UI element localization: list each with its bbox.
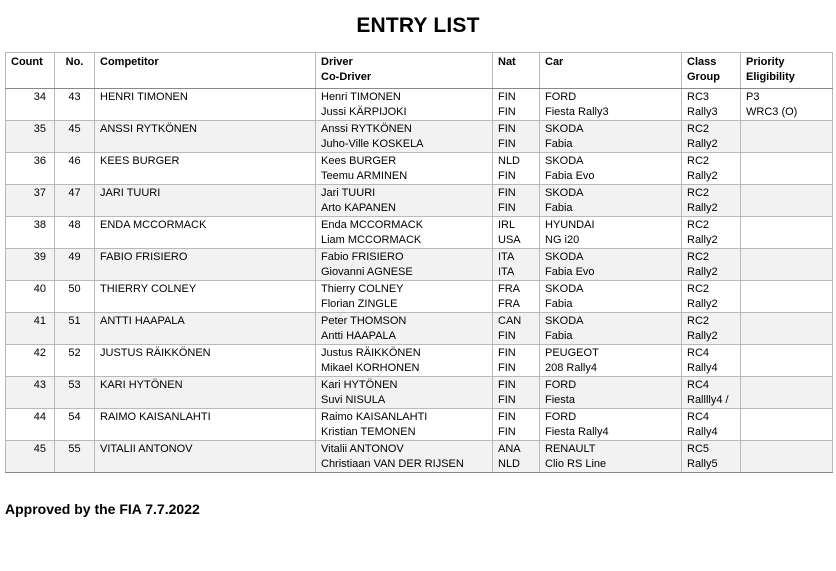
- count-cell: [6, 217, 55, 249]
- eligibility-value: WRC3 (O): [746, 105, 798, 118]
- crew-cell: [316, 313, 493, 345]
- driver-name: Henri TIMONEN: [321, 91, 401, 103]
- count-value: 37: [33, 187, 46, 199]
- car-number: 51: [68, 315, 81, 327]
- car-number-cell: [55, 345, 95, 377]
- table-row: [6, 345, 833, 377]
- driver-nationality: FIN: [498, 379, 516, 391]
- codriver-nationality: NLD: [498, 457, 521, 470]
- driver-name: Vitalii ANTONOV: [321, 443, 404, 455]
- car-model: Fabia Evo: [545, 169, 595, 182]
- car-number: 46: [68, 155, 81, 167]
- codriver-nationality: FIN: [498, 393, 516, 406]
- car-number-cell: [55, 441, 95, 473]
- class-group-cell: [682, 409, 741, 441]
- nationality-cell: [493, 281, 540, 313]
- competitor-name: KARI HYTÖNEN: [100, 379, 183, 391]
- car-group: Rally2: [687, 201, 718, 214]
- codriver-nationality: FIN: [498, 137, 516, 150]
- count-cell: [6, 441, 55, 473]
- car-number-cell: [55, 409, 95, 441]
- car-make: HYUNDAI: [545, 219, 595, 231]
- competitor-name: VITALII ANTONOV: [100, 443, 193, 455]
- count-cell: [6, 313, 55, 345]
- header-count: Count: [6, 53, 55, 89]
- car-number-cell: [55, 377, 95, 409]
- driver-nationality: NLD: [498, 155, 521, 167]
- car-class: RC4: [687, 347, 710, 359]
- competitor-name: THIERRY COLNEY: [100, 283, 197, 295]
- car-make: RENAULT: [545, 443, 596, 455]
- count-value: 39: [33, 251, 46, 263]
- count-cell: [6, 153, 55, 185]
- car-number-cell: [55, 185, 95, 217]
- car-number-cell: [55, 153, 95, 185]
- car-cell: [540, 345, 682, 377]
- car-model: Fiesta Rally4: [545, 425, 609, 438]
- crew-cell: [316, 281, 493, 313]
- driver-nationality: FIN: [498, 91, 516, 103]
- nationality-cell: [493, 89, 540, 121]
- driver-name: Peter THOMSON: [321, 315, 407, 327]
- car-model: 208 Rally4: [545, 361, 597, 374]
- car-model: Fabia: [545, 297, 573, 310]
- table-row: [6, 121, 833, 153]
- car-number: 55: [68, 443, 81, 455]
- driver-nationality: ITA: [498, 251, 515, 263]
- crew-cell: [316, 217, 493, 249]
- driver-nationality: FIN: [498, 411, 516, 423]
- car-number-cell: [55, 313, 95, 345]
- car-cell: [540, 313, 682, 345]
- car-make: FORD: [545, 411, 577, 423]
- codriver-nationality: USA: [498, 233, 521, 246]
- priority-cell: [741, 345, 833, 377]
- car-cell: [540, 377, 682, 409]
- car-number: 53: [68, 379, 81, 391]
- codriver-nationality: FIN: [498, 329, 516, 342]
- header-no: No.: [55, 53, 95, 89]
- class-group-cell: [682, 313, 741, 345]
- header-priority-eligibility: [741, 53, 833, 89]
- header-competitor: Competitor: [95, 53, 316, 89]
- competitor-name: JARI TUURI: [100, 187, 161, 199]
- car-number: 52: [68, 347, 81, 359]
- codriver-name: Suvi NISULA: [321, 393, 386, 406]
- car-cell: [540, 217, 682, 249]
- car-group: Rally2: [687, 169, 718, 182]
- count-value: 42: [33, 347, 46, 359]
- car-class: RC2: [687, 251, 710, 263]
- car-cell: [540, 153, 682, 185]
- car-make: FORD: [545, 91, 577, 103]
- codriver-name: Teemu ARMINEN: [321, 169, 408, 182]
- nationality-cell: [493, 153, 540, 185]
- count-cell: [6, 281, 55, 313]
- competitor-cell: [95, 409, 316, 441]
- class-group-cell: [682, 185, 741, 217]
- nationality-cell: [493, 441, 540, 473]
- nationality-cell: [493, 249, 540, 281]
- driver-nationality: FIN: [498, 187, 516, 199]
- car-model: Fabia: [545, 137, 573, 150]
- table-header-row: [6, 53, 833, 89]
- nationality-cell: [493, 185, 540, 217]
- car-model: Fabia: [545, 329, 573, 342]
- table-row: [6, 89, 833, 121]
- header-nat: Nat: [493, 53, 540, 89]
- car-cell: [540, 281, 682, 313]
- competitor-cell: [95, 185, 316, 217]
- car-number: 50: [68, 283, 81, 295]
- priority-cell: [741, 217, 833, 249]
- car-group: Rally2: [687, 329, 718, 342]
- competitor-name: HENRI TIMONEN: [100, 91, 188, 103]
- car-make: SKODA: [545, 155, 584, 167]
- car-number-cell: [55, 249, 95, 281]
- crew-cell: [316, 409, 493, 441]
- car-class: RC2: [687, 187, 710, 199]
- header-codriver: Co-Driver: [321, 70, 372, 83]
- class-group-cell: [682, 89, 741, 121]
- car-model: Fabia Evo: [545, 265, 595, 278]
- nationality-cell: [493, 377, 540, 409]
- count-value: 43: [33, 379, 46, 391]
- count-value: 34: [33, 91, 46, 103]
- count-value: 40: [33, 283, 46, 295]
- count-cell: [6, 185, 55, 217]
- car-cell: [540, 249, 682, 281]
- car-group: Rally5: [687, 457, 718, 470]
- crew-cell: [316, 249, 493, 281]
- crew-cell: [316, 377, 493, 409]
- priority-cell: [741, 249, 833, 281]
- competitor-cell: [95, 89, 316, 121]
- crew-cell: [316, 185, 493, 217]
- car-cell: [540, 441, 682, 473]
- car-make: FORD: [545, 379, 577, 391]
- driver-name: Raimo KAISANLAHTI: [321, 411, 428, 423]
- car-class: RC2: [687, 315, 710, 327]
- nationality-cell: [493, 409, 540, 441]
- count-value: 41: [33, 315, 46, 327]
- driver-nationality: FIN: [498, 123, 516, 135]
- competitor-name: RAIMO KAISANLAHTI: [100, 411, 211, 423]
- competitor-name: ENDA MCCORMACK: [100, 219, 207, 231]
- car-number: 49: [68, 251, 81, 263]
- car-make: SKODA: [545, 251, 584, 263]
- codriver-name: Juho-Ville KOSKELA: [321, 137, 424, 150]
- page-title: ENTRY LIST: [356, 14, 480, 37]
- competitor-cell: [95, 249, 316, 281]
- car-make: SKODA: [545, 123, 584, 135]
- car-group: Rally4: [687, 425, 718, 438]
- count-value: 35: [33, 123, 46, 135]
- header-group: Group: [687, 70, 720, 83]
- table-row: [6, 377, 833, 409]
- nationality-cell: [493, 345, 540, 377]
- header-class: Class: [687, 56, 717, 68]
- priority-cell: [741, 281, 833, 313]
- car-class: RC2: [687, 123, 710, 135]
- driver-name: Anssi RYTKÖNEN: [321, 123, 412, 135]
- class-group-cell: [682, 217, 741, 249]
- table-row: [6, 409, 833, 441]
- competitor-cell: [95, 377, 316, 409]
- car-group: Rally2: [687, 297, 718, 310]
- car-group: Rally2: [687, 265, 718, 278]
- count-value: 38: [33, 219, 46, 231]
- codriver-nationality: FIN: [498, 105, 516, 118]
- class-group-cell: [682, 121, 741, 153]
- header-eligibility: Eligibility: [746, 70, 795, 83]
- class-group-cell: [682, 153, 741, 185]
- crew-cell: [316, 441, 493, 473]
- codriver-nationality: FIN: [498, 361, 516, 374]
- nationality-cell: [493, 217, 540, 249]
- competitor-name: FABIO FRISIERO: [100, 251, 188, 263]
- car-number: 47: [68, 187, 81, 199]
- car-model: Fabia: [545, 201, 573, 214]
- car-number-cell: [55, 217, 95, 249]
- codriver-nationality: FIN: [498, 425, 516, 438]
- count-value: 36: [33, 155, 46, 167]
- car-number: 54: [68, 411, 81, 423]
- class-group-cell: [682, 441, 741, 473]
- car-group: Rally2: [687, 137, 718, 150]
- driver-nationality: IRL: [498, 219, 516, 231]
- driver-name: Thierry COLNEY: [321, 283, 404, 295]
- entry-list-table: [5, 52, 833, 473]
- car-number-cell: [55, 281, 95, 313]
- driver-nationality: FIN: [498, 347, 516, 359]
- nationality-cell: [493, 313, 540, 345]
- driver-name: Justus RÄIKKÖNEN: [321, 347, 421, 359]
- class-group-cell: [682, 377, 741, 409]
- nationality-cell: [493, 121, 540, 153]
- car-cell: [540, 409, 682, 441]
- codriver-nationality: ITA: [498, 265, 515, 278]
- codriver-name: Kristian TEMONEN: [321, 425, 416, 438]
- driver-nationality: ANA: [498, 443, 521, 455]
- codriver-name: Mikael KORHONEN: [321, 361, 420, 374]
- car-group: Rally3: [687, 105, 718, 118]
- priority-cell: [741, 185, 833, 217]
- class-group-cell: [682, 249, 741, 281]
- car-number-cell: [55, 89, 95, 121]
- driver-nationality: CAN: [498, 315, 522, 327]
- car-number: 45: [68, 123, 81, 135]
- car-class: RC4: [687, 379, 710, 391]
- table-row: [6, 153, 833, 185]
- codriver-name: Antti HAAPALA: [321, 329, 396, 342]
- class-group-cell: [682, 281, 741, 313]
- table-row: [6, 217, 833, 249]
- header-priority: Priority: [746, 56, 785, 68]
- table-row: [6, 185, 833, 217]
- count-value: 45: [33, 443, 46, 455]
- priority-value: P3: [746, 91, 760, 103]
- car-cell: [540, 185, 682, 217]
- car-class: RC2: [687, 283, 710, 295]
- competitor-cell: [95, 345, 316, 377]
- car-number: 48: [68, 219, 81, 231]
- priority-cell: [741, 409, 833, 441]
- priority-cell: [741, 89, 833, 121]
- competitor-cell: [95, 313, 316, 345]
- codriver-name: Christiaan VAN DER RIJSEN: [321, 457, 464, 470]
- codriver-name: Arto KAPANEN: [321, 201, 396, 214]
- car-group: Ralllly4 /: [687, 393, 729, 406]
- car-group: Rally4: [687, 361, 718, 374]
- car-class: RC2: [687, 155, 710, 167]
- driver-name: Jari TUURI: [321, 187, 376, 199]
- driver-name: Kees BURGER: [321, 155, 397, 167]
- header-driver: Driver: [321, 56, 353, 68]
- count-cell: [6, 89, 55, 121]
- car-make: SKODA: [545, 187, 584, 199]
- table-row: [6, 313, 833, 345]
- table-row: [6, 281, 833, 313]
- competitor-cell: [95, 153, 316, 185]
- car-model: Clio RS Line: [545, 457, 607, 470]
- priority-cell: [741, 153, 833, 185]
- table-row: [6, 441, 833, 473]
- driver-name: Kari HYTÖNEN: [321, 379, 398, 391]
- count-cell: [6, 345, 55, 377]
- crew-cell: [316, 345, 493, 377]
- count-cell: [6, 121, 55, 153]
- car-make: SKODA: [545, 283, 584, 295]
- count-cell: [6, 409, 55, 441]
- car-class: RC3: [687, 91, 710, 103]
- class-group-cell: [682, 345, 741, 377]
- driver-name: Enda MCCORMACK: [321, 219, 424, 231]
- codriver-nationality: FRA: [498, 297, 520, 310]
- car-number: 43: [68, 91, 81, 103]
- competitor-name: JUSTUS RÄIKKÖNEN: [100, 347, 211, 359]
- competitor-name: KEES BURGER: [100, 155, 180, 167]
- crew-cell: [316, 121, 493, 153]
- car-cell: [540, 89, 682, 121]
- priority-cell: [741, 313, 833, 345]
- codriver-name: Florian ZINGLE: [321, 297, 398, 310]
- codriver-name: Liam MCCORMACK: [321, 233, 422, 246]
- count-cell: [6, 377, 55, 409]
- header-driver-codriver: [316, 53, 493, 89]
- priority-cell: [741, 121, 833, 153]
- codriver-nationality: FIN: [498, 169, 516, 182]
- competitor-cell: [95, 441, 316, 473]
- competitor-cell: [95, 121, 316, 153]
- count-value: 44: [33, 411, 46, 423]
- priority-cell: [741, 377, 833, 409]
- codriver-name: Giovanni AGNESE: [321, 265, 413, 278]
- car-group: Rally2: [687, 233, 718, 246]
- approval-note: Approved by the FIA 7.7.2022: [5, 501, 200, 517]
- codriver-name: Jussi KÄRPIJOKI: [321, 105, 407, 118]
- crew-cell: [316, 153, 493, 185]
- count-cell: [6, 249, 55, 281]
- driver-nationality: FRA: [498, 283, 520, 295]
- car-class: RC4: [687, 411, 710, 423]
- header-class-group: [682, 53, 741, 89]
- driver-name: Fabio FRISIERO: [321, 251, 404, 263]
- car-class: RC5: [687, 443, 710, 455]
- header-car: Car: [540, 53, 682, 89]
- car-class: RC2: [687, 219, 710, 231]
- car-make: PEUGEOT: [545, 347, 599, 359]
- competitor-name: ANSSI RYTKÖNEN: [100, 123, 197, 135]
- car-make: SKODA: [545, 315, 584, 327]
- car-number-cell: [55, 121, 95, 153]
- table-row: [6, 249, 833, 281]
- competitor-cell: [95, 281, 316, 313]
- priority-cell: [741, 441, 833, 473]
- competitor-name: ANTTI HAAPALA: [100, 315, 185, 327]
- codriver-nationality: FIN: [498, 201, 516, 214]
- competitor-cell: [95, 217, 316, 249]
- car-cell: [540, 121, 682, 153]
- crew-cell: [316, 89, 493, 121]
- car-model: NG i20: [545, 233, 580, 246]
- car-model: Fiesta Rally3: [545, 105, 609, 118]
- car-model: Fiesta: [545, 393, 575, 406]
